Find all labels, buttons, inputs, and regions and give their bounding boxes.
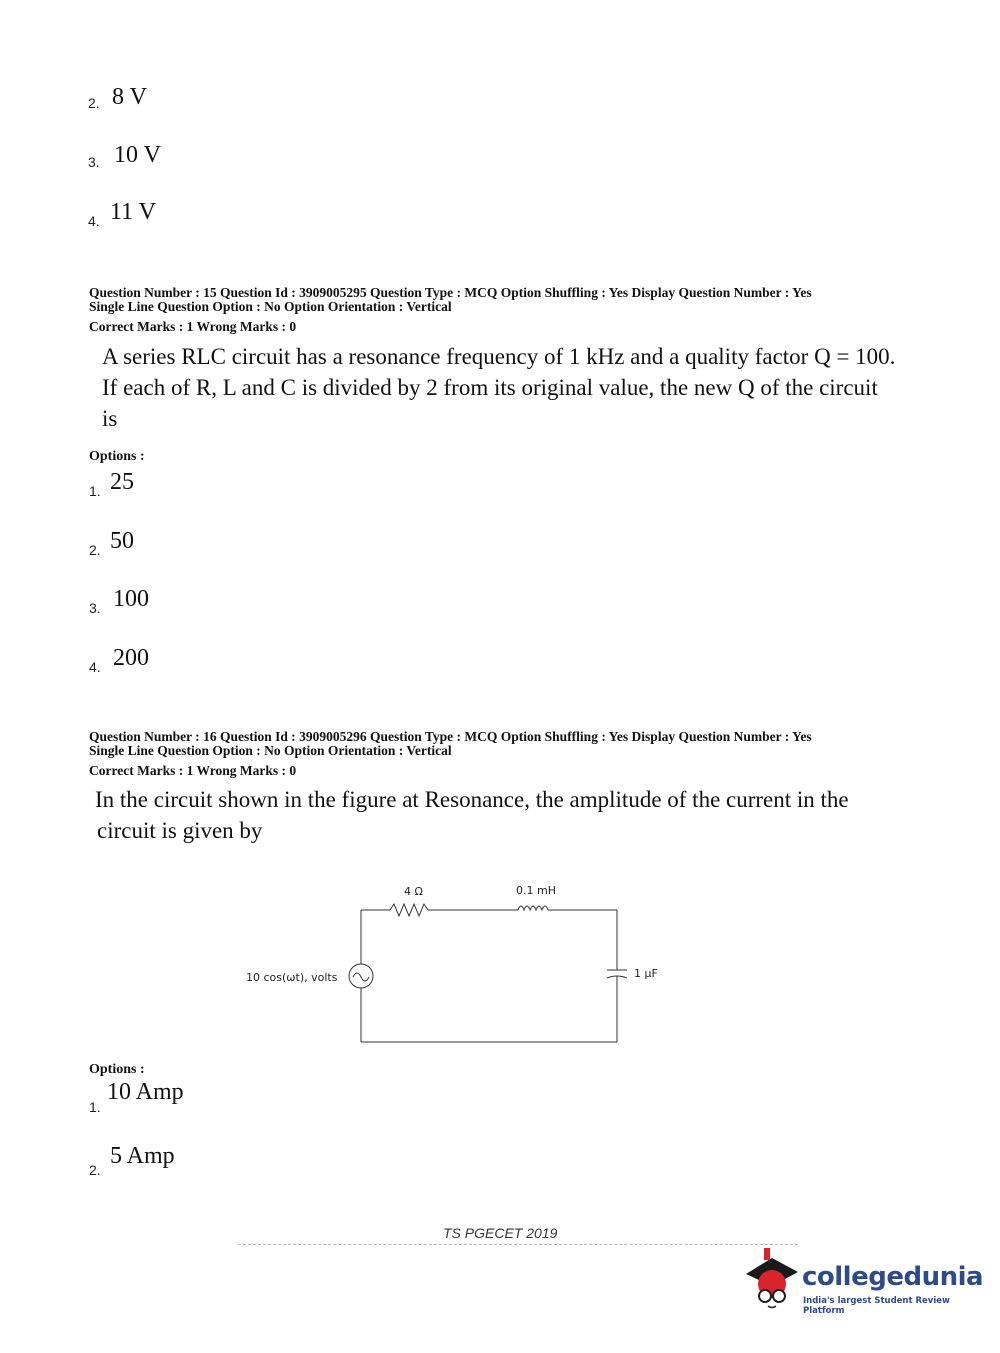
question-text: is xyxy=(102,406,118,431)
question-marks: Correct Marks : 1 Wrong Marks : 0 xyxy=(89,319,297,334)
option-number: 4. xyxy=(89,659,101,675)
question-text: circuit is given by xyxy=(97,818,263,843)
question-text: In the circuit shown in the figure at Resonance, the amplitude of the current in the xyxy=(95,787,849,812)
inductor-label: 0.1 mH xyxy=(516,884,556,897)
option-number: 3. xyxy=(89,600,101,616)
footer-divider xyxy=(238,1244,798,1245)
option-number: 4. xyxy=(88,213,100,229)
question-text: If each of R, L and C is divided by 2 from its original value, the new Q of the circuit xyxy=(102,375,878,400)
option-text: 5 Amp xyxy=(110,1143,175,1169)
option-text: 50 xyxy=(110,528,134,554)
logo-tagline: India's largest Student Review Platform xyxy=(803,1296,950,1316)
logo-wordmark: collegedunia xyxy=(802,1262,984,1292)
option-text: 200 xyxy=(113,645,149,671)
option-number: 2. xyxy=(88,95,100,111)
option-number: 1. xyxy=(89,1099,101,1115)
option-text: 100 xyxy=(113,586,149,612)
option-text: 8 V xyxy=(112,84,147,110)
question-meta: Question Number : 15 Question Id : 3909005295 Question Type : MCQ Option Shuffling : Yes Display Question Number : Yes xyxy=(89,285,812,300)
question-text: A series RLC circuit has a resonance frequency of 1 kHz and a quality factor Q = 100. xyxy=(102,344,896,369)
option-text: 25 xyxy=(110,469,134,495)
capacitor-label: 1 μF xyxy=(634,967,658,980)
footer-exam-name: TS PGECET 2019 xyxy=(443,1225,558,1241)
inductor xyxy=(518,906,548,910)
question-meta: Single Line Question Option : No Option Orientation : Vertical xyxy=(89,299,452,314)
sine-icon xyxy=(353,973,369,981)
option-text: 10 V xyxy=(114,142,161,168)
resistor-label: 4 Ω xyxy=(404,885,423,898)
option-text: 10 Amp xyxy=(107,1079,184,1105)
mascot-icon xyxy=(742,1248,802,1310)
options-label: Options : xyxy=(89,449,145,464)
circuit-diagram xyxy=(230,872,690,1057)
option-number: 3. xyxy=(88,154,100,170)
options-label: Options : xyxy=(89,1062,145,1077)
question-marks: Correct Marks : 1 Wrong Marks : 0 xyxy=(89,763,297,778)
option-number: 2. xyxy=(89,1162,101,1178)
option-number: 1. xyxy=(89,483,101,499)
option-text: 11 V xyxy=(110,199,157,225)
option-number: 2. xyxy=(89,542,101,558)
question-meta: Question Number : 16 Question Id : 3909005296 Question Type : MCQ Option Shuffling : Yes Display Question Number : Yes xyxy=(89,729,812,744)
question-meta: Single Line Question Option : No Option Orientation : Vertical xyxy=(89,743,452,758)
source-label: 10 cos(ωt), volts xyxy=(246,971,338,984)
resistor xyxy=(390,904,428,916)
collegedunia-logo xyxy=(742,1248,984,1316)
